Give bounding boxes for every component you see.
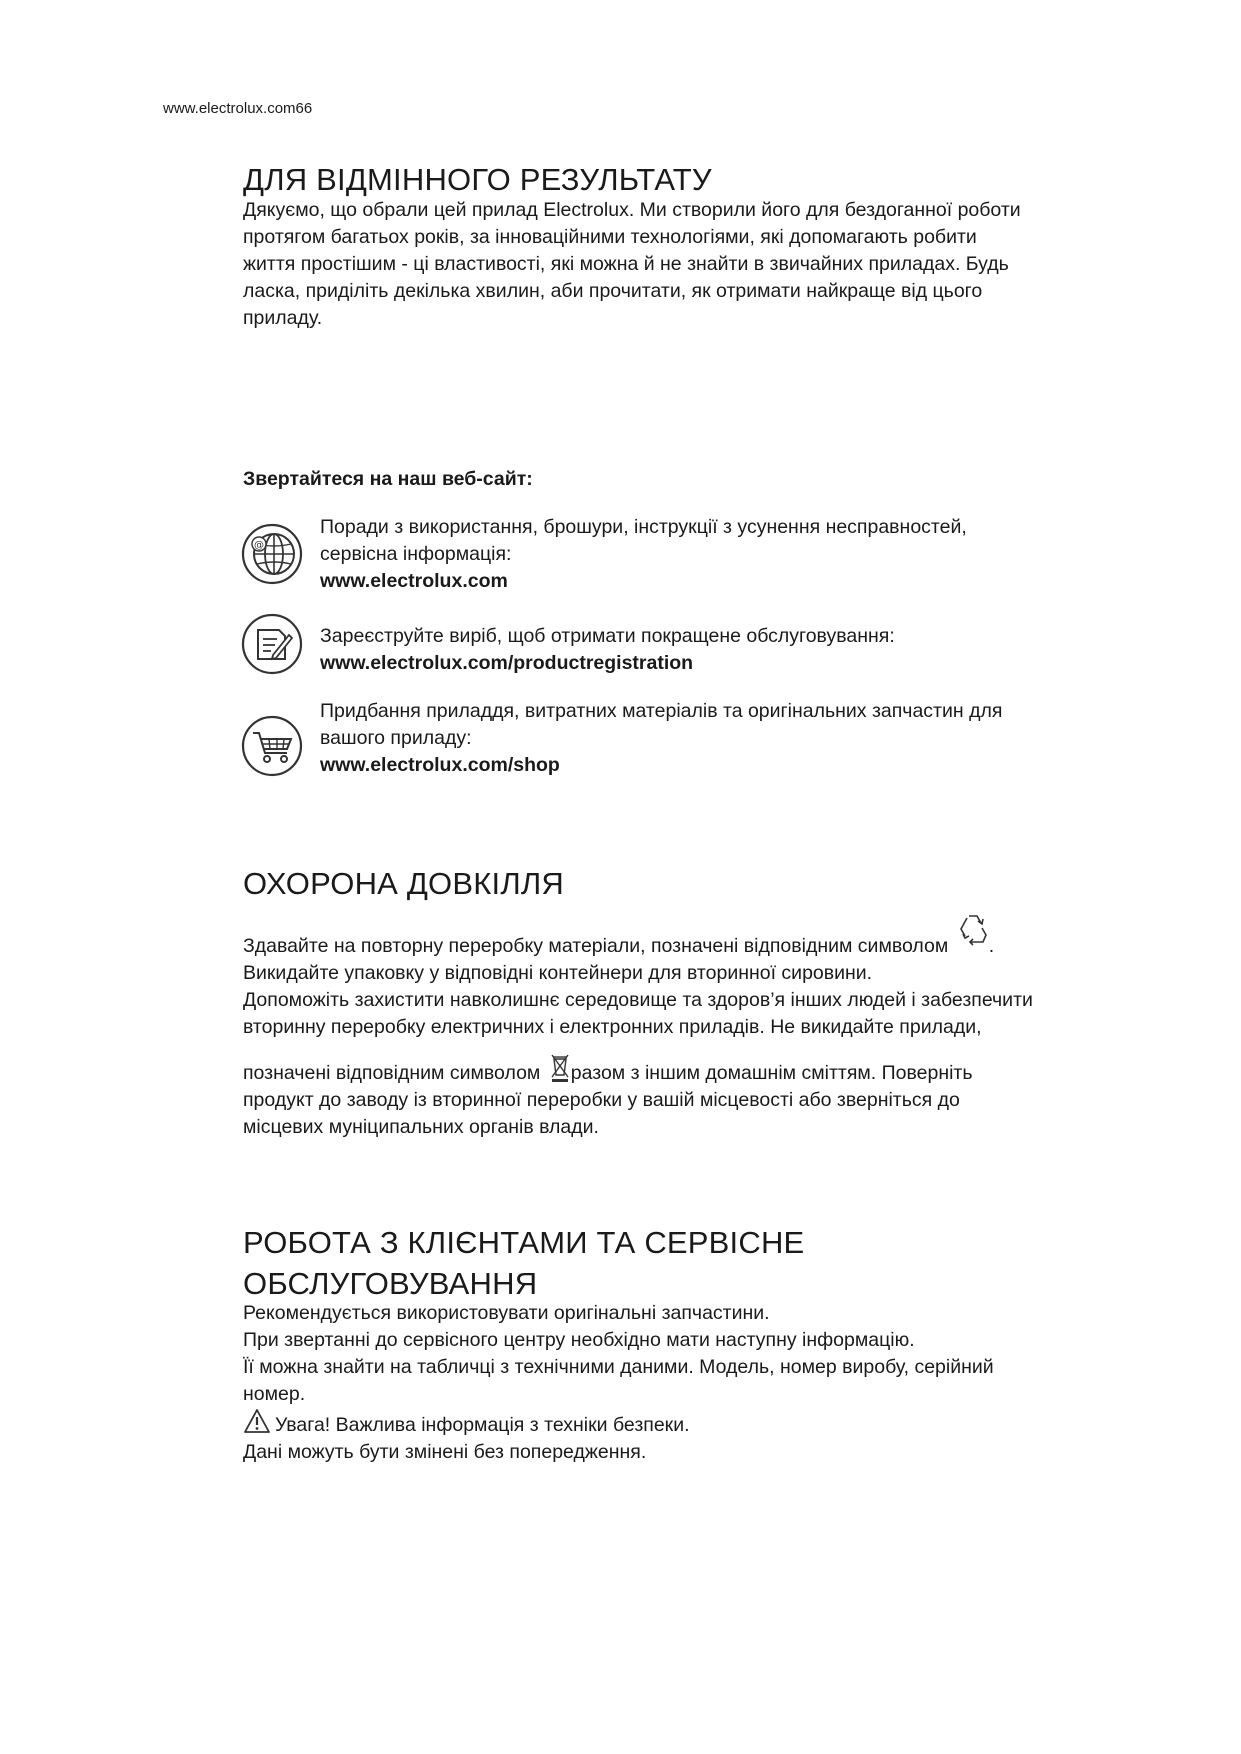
environment-line-text: позначені відповідним символом: [243, 1062, 541, 1084]
warning-icon: [243, 1408, 271, 1434]
website-item-globe: [320, 514, 967, 595]
environment-line: Допоможіть захистити навколишнє середовище та здоров’я інших людей і забезпечити: [243, 989, 1033, 1011]
website-item-registration: [320, 623, 895, 677]
intro-text: [243, 197, 1021, 332]
intro-title: ДЛЯ ВІДМІННОГО РЕЗУЛЬТАТУ: [243, 162, 712, 197]
link-shop[interactable]: www.electrolux.com/shop: [320, 754, 560, 776]
service-line: номер.: [243, 1383, 306, 1405]
service-line: Її можна знайти на табличці з технічними даними. Модель, номер виробу, серійний: [243, 1356, 994, 1378]
intro-line: життя простішим - ці властивості, які можна й не знайти в звичайних приладах. Будь: [243, 253, 1009, 275]
warning-text: Увага! Важлива інформація з техніки безпеки.: [275, 1414, 690, 1436]
item-text: Зареєструйте виріб, щоб отримати покращене обслуговування:: [320, 625, 895, 647]
service-title: [243, 1225, 804, 1302]
registration-form-icon: [241, 613, 303, 675]
environment-title: ОХОРОНА ДОВКІЛЛЯ: [243, 866, 564, 901]
environment-line-text: разом з іншим домашнім сміттям. Поверніть: [570, 1062, 973, 1084]
website-heading: Звертайтеся на наш веб-сайт:: [243, 468, 533, 490]
shopping-cart-icon: [241, 715, 303, 777]
svg-text:@: @: [254, 540, 264, 551]
environment-text: [243, 912, 1033, 1141]
item-text: Поради з використання, брошури, інструкції з усунення несправностей,: [320, 516, 967, 538]
environment-line-end: .: [988, 935, 995, 957]
environment-line: [243, 912, 1033, 960]
header-url: www.electrolux.com66: [163, 100, 313, 117]
intro-line: ласка, приділіть декілька хвилин, аби прочитати, як отримати найкраще від цього: [243, 280, 983, 302]
recycle-icon: [957, 912, 989, 948]
environment-line: вторинну переробку електричних і електронних приладів. Не викидайте прилади,: [243, 1016, 982, 1038]
service-text: [243, 1300, 994, 1466]
link-electrolux[interactable]: www.electrolux.com: [320, 570, 508, 592]
intro-line: приладу.: [243, 307, 323, 329]
crossed-bin-icon: [550, 1053, 570, 1083]
environment-line: місцевих муніципальних органів влади.: [243, 1116, 599, 1138]
service-title-line: ОБСЛУГОВУВАННЯ: [243, 1266, 538, 1301]
intro-line: Дякуємо, що обрали цей прилад Electrolux. Ми створили його для бездоганної роботи: [243, 199, 1021, 221]
service-warning: [243, 1408, 994, 1439]
link-productregistration[interactable]: www.electrolux.com/productregistration: [320, 652, 694, 674]
service-line: При звертанні до сервісного центру необхідно мати наступну інформацію.: [243, 1329, 915, 1351]
website-item-shop: [320, 698, 1002, 779]
environment-line: Викидайте упаковку у відповідні контейнери для вторинної сировини.: [243, 962, 873, 984]
intro-line: протягом багатьох років, за інноваційними технологіями, які допомагають робити: [243, 226, 977, 248]
environment-line: [243, 1053, 1033, 1087]
item-text: Придбання приладдя, витратних матеріалів та оригінальних запчастин для: [320, 700, 1003, 722]
environment-line: продукт до заводу із вторинної переробки у вашій місцевості або зверніться до: [243, 1089, 960, 1111]
item-text: сервісна інформація:: [320, 543, 512, 565]
item-text: вашого приладу:: [320, 727, 472, 749]
globe-icon: [241, 523, 303, 585]
service-title-line: РОБОТА З КЛІЄНТАМИ ТА СЕРВІСНЕ: [243, 1225, 805, 1260]
service-line: Дані можуть бути змінені без попередження.: [243, 1441, 647, 1463]
service-line: Рекомендується використовувати оригінальні запчастини.: [243, 1302, 770, 1324]
environment-line-text: Здавайте на повторну переробку матеріали, позначені відповідним символом: [243, 935, 949, 957]
